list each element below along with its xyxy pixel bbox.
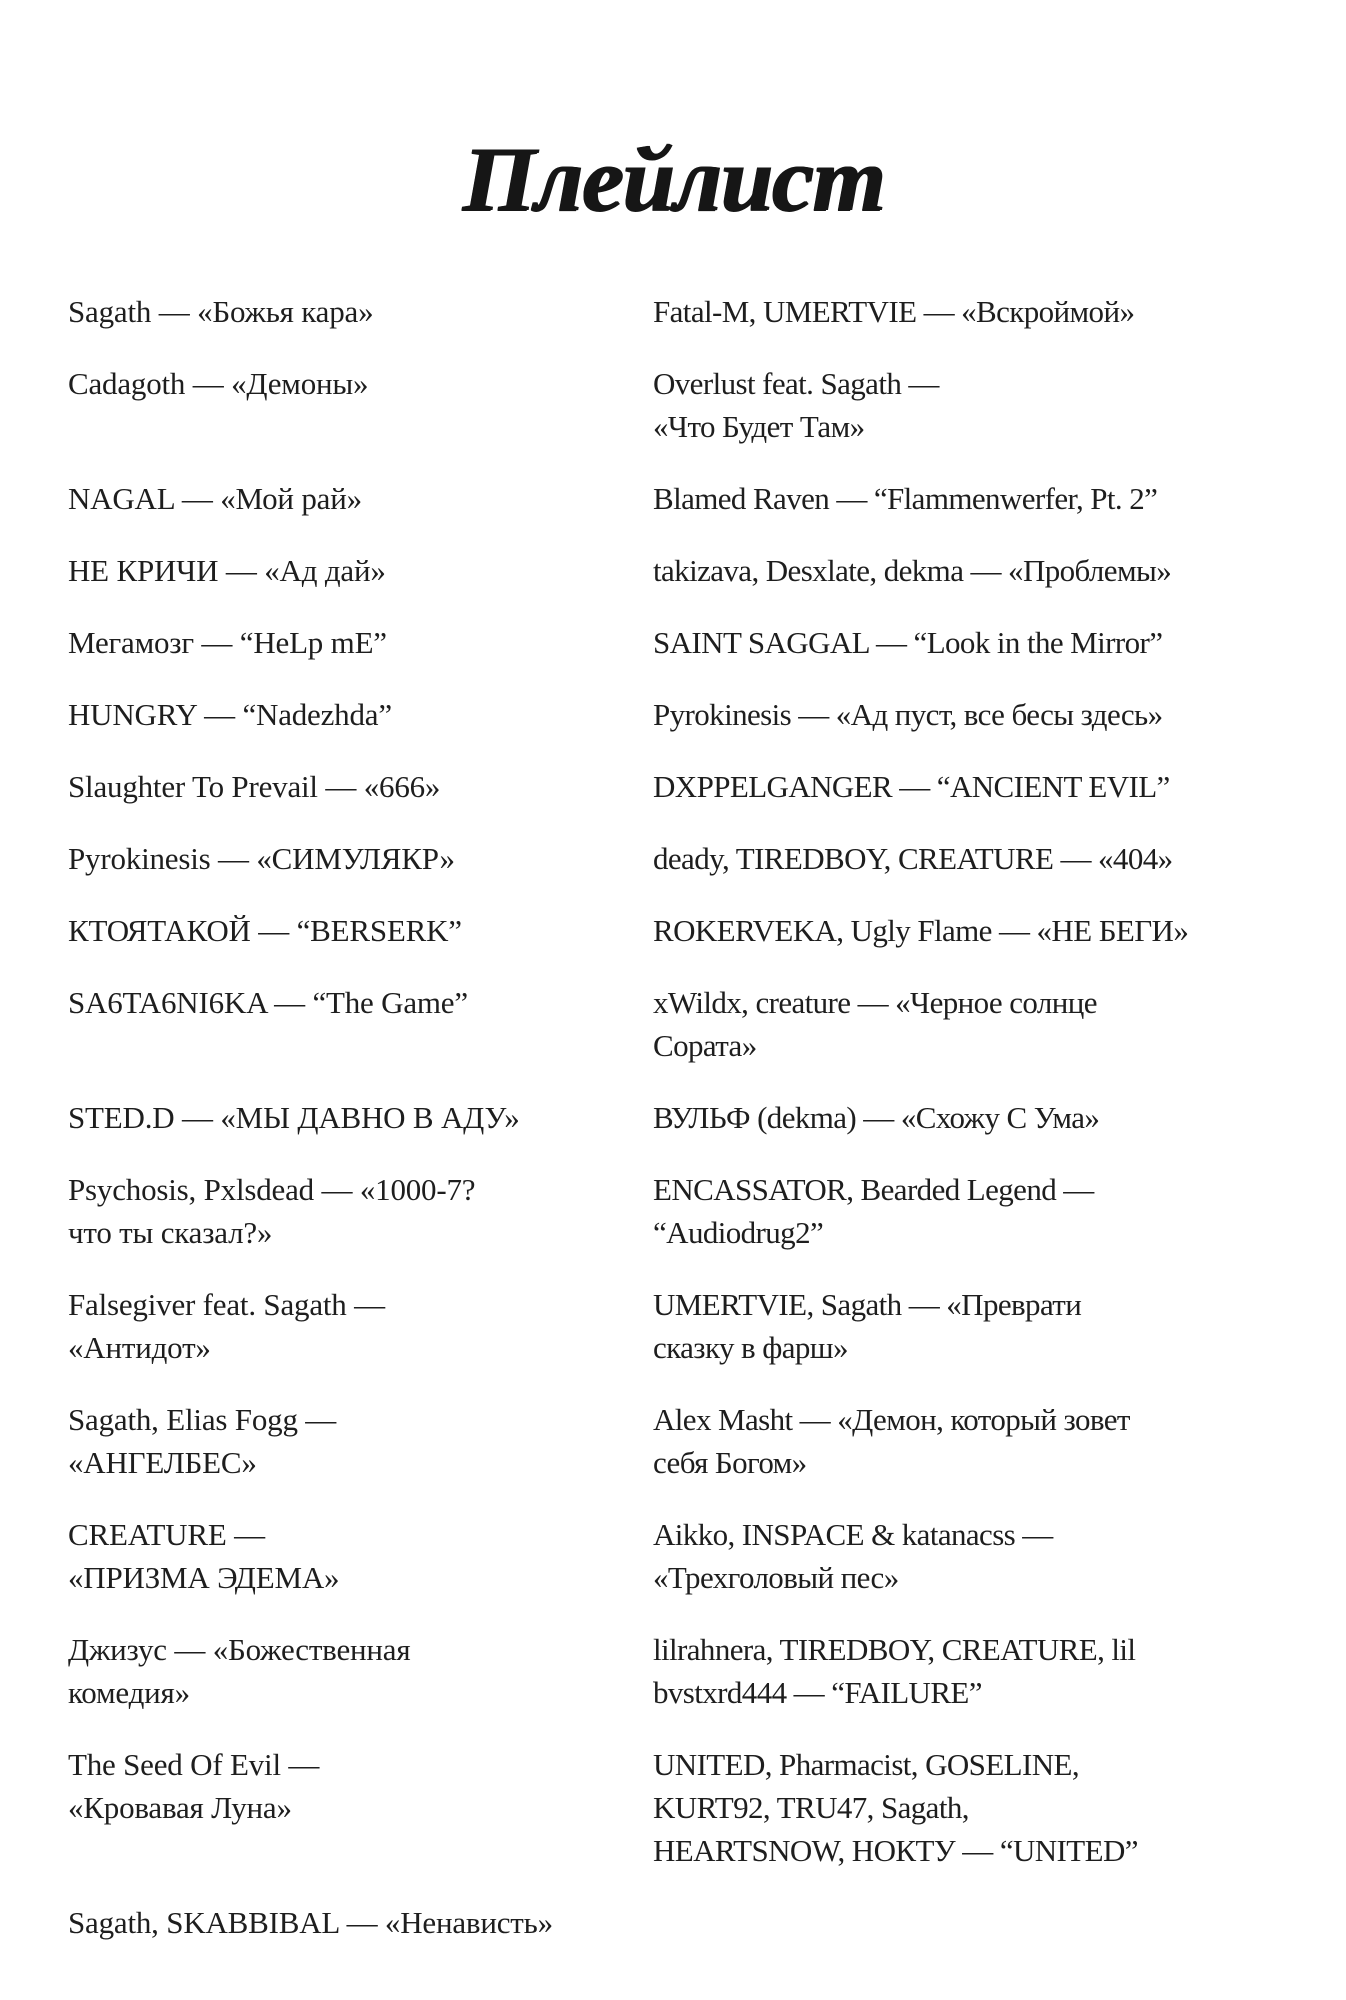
track-item-left: Psychosis, Pxlsdead — «1000-7? что ты сказал?»: [68, 1172, 476, 1250]
track-item-right: Overlust feat. Sagath — «Что Будет Там»: [653, 366, 939, 444]
track-item-right: Pyrokinesis — «Ад пуст, все бесы здесь»: [653, 697, 1163, 732]
track-item-left: НЕ КРИЧИ — «Ад дай»: [68, 553, 386, 588]
track-item-right: [653, 1901, 1298, 1944]
track-item-right: SAINT SAGGAL — “Look in the Mirror”: [653, 625, 1163, 660]
track-item-right: Alex Masht — «Демон, который зовет себя Богом»: [653, 1402, 1130, 1480]
track-item-right: Aikko, INSPACE & katanacss — «Трехголовый пес»: [653, 1517, 1053, 1595]
track-item-left: NAGAL — «Мой рай»: [68, 481, 362, 516]
track-item-left: STED.D — «МЫ ДАВНО В АДУ»: [68, 1100, 520, 1135]
playlist-grid: [68, 290, 1298, 1944]
track-item-right: DXPPELGANGER — “ANCIENT EVIL”: [653, 769, 1170, 804]
track-item-left: CREATURE — «ПРИЗМА ЭДЕМА»: [68, 1517, 340, 1595]
track-item-left: Sagath — «Божья кара»: [68, 294, 374, 329]
track-item-left: Falsegiver feat. Sagath — «Антидот»: [68, 1287, 385, 1365]
track-item-left: Мегамозг — “HeLp mE”: [68, 625, 387, 660]
track-item-left: Sagath, SKABBIBAL — «Ненависть»: [68, 1905, 553, 1940]
track-item-right: deady, TIREDBOY, CREATURE — «404»: [653, 841, 1173, 876]
track-item-right: Fatal-M, UMERTVIE — «Вскроймой»: [653, 294, 1135, 329]
track-item-right: ВУЛЬФ (dekma) — «Схожу С Ума»: [653, 1100, 1100, 1135]
track-item-left: КТОЯТАКОЙ — “BERSERK”: [68, 913, 462, 948]
track-item-left: Slaughter To Prevail — «666»: [68, 769, 441, 804]
track-item-left: Pyrokinesis — «СИМУЛЯКР»: [68, 841, 455, 876]
track-item-right: UNITED, Pharmacist, GOSELINE, KURT92, TRU47, Sagath, HEARTSNOW, НОКТУ — “UNITED”: [653, 1747, 1138, 1868]
track-item-right: UMERTVIE, Sagath — «Преврати сказку в фарш»: [653, 1287, 1082, 1365]
track-item-right: Blamed Raven — “Flammenwerfer, Pt. 2”: [653, 481, 1158, 516]
track-item-left: HUNGRY — “Nadezhda”: [68, 697, 392, 732]
track-item-left: Cadagoth — «Демоны»: [68, 366, 369, 401]
track-item-right: xWildx, creature — «Черное солнце Сората»: [653, 985, 1097, 1063]
page-title: Плейлист: [462, 127, 884, 230]
track-item-right: ENCASSATOR, Bearded Legend — “Audiodrug2”: [653, 1172, 1094, 1250]
track-item-left: Джизус — «Божественная комедия»: [68, 1632, 411, 1710]
track-item-left: SA6TA6NI6KA — “The Game”: [68, 985, 468, 1020]
track-item-right: ROKERVEKA, Ugly Flame — «НЕ БЕГИ»: [653, 913, 1189, 948]
track-item-left: Sagath, Elias Fogg — «АНГЕЛБЕС»: [68, 1402, 337, 1480]
track-item-right: takizava, Desxlate, dekma — «Проблемы»: [653, 553, 1172, 588]
track-item-left: The Seed Of Evil — «Кровавая Луна»: [68, 1747, 320, 1825]
track-item-right: lilrahnera, TIREDBOY, CREATURE, lil bvstxrd444 — “FAILURE”: [653, 1632, 1136, 1710]
